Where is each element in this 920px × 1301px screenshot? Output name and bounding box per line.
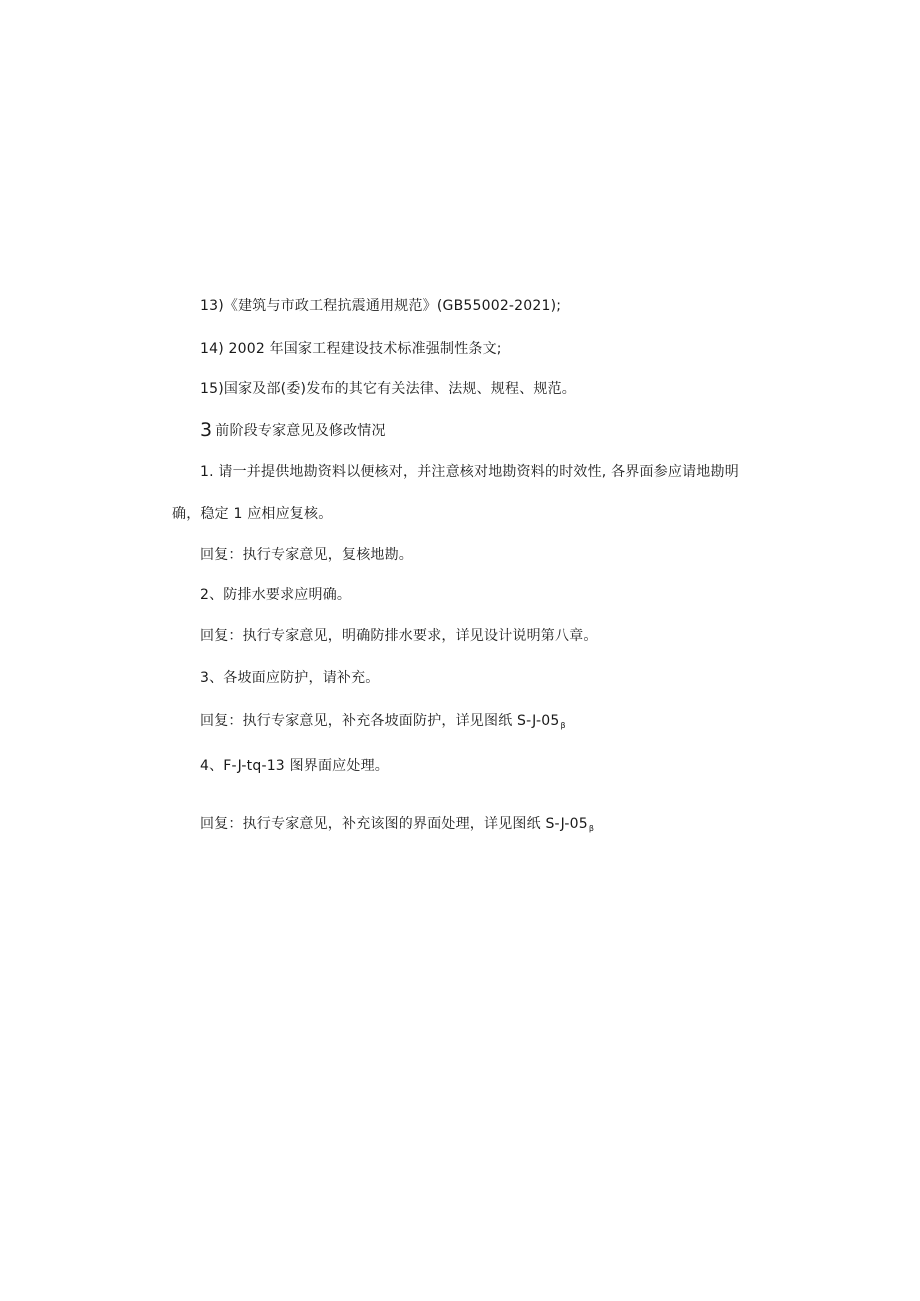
comment-3: 3、各坡面应防护，请补充。 (200, 670, 380, 686)
reply-1: 回复：执行专家意见，复核地勘。 (200, 547, 413, 563)
section-heading (200, 421, 386, 440)
reply-3-subscript: β (560, 721, 566, 730)
reply-4-text: 回复：执行专家意见，补充该图的界面处理，详见图纸 S-J-05 (200, 816, 588, 832)
reply-4-subscript: β (588, 824, 595, 833)
section-number: 3 (200, 419, 213, 441)
comment-1-line-2: 确，稳定 1 应相应复核。 (172, 506, 333, 522)
standard-item-15: 15)国家及部(委)发布的其它有关法律、法规、规程、规范。 (200, 381, 576, 397)
reply-3 (200, 712, 566, 735)
standard-item-13: 13)《建筑与市政工程抗震通用规范》(GB55002-2021); (200, 298, 562, 314)
comment-4: 4、F-J-tq-13 图界面应处理。 (200, 758, 389, 774)
section-title: 前阶段专家意见及修改情况 (215, 423, 386, 439)
standard-item-14: 14) 2002 年国家工程建设技术标准强制性条文; (200, 341, 502, 357)
comment-1-line-1: 1. 请一并提供地勘资料以便核对，并注意核对地勘资料的时效性, 各界面参应请地勘明 (200, 464, 739, 480)
comment-2: 2、防排水要求应明确。 (200, 587, 352, 603)
reply-3-text: 回复：执行专家意见，补充各坡面防护，详见图纸 S-J-05 (200, 713, 560, 729)
reply-4 (200, 815, 594, 838)
reply-2: 回复：执行专家意见，明确防排水要求，详见设计说明第八章。 (200, 628, 598, 644)
